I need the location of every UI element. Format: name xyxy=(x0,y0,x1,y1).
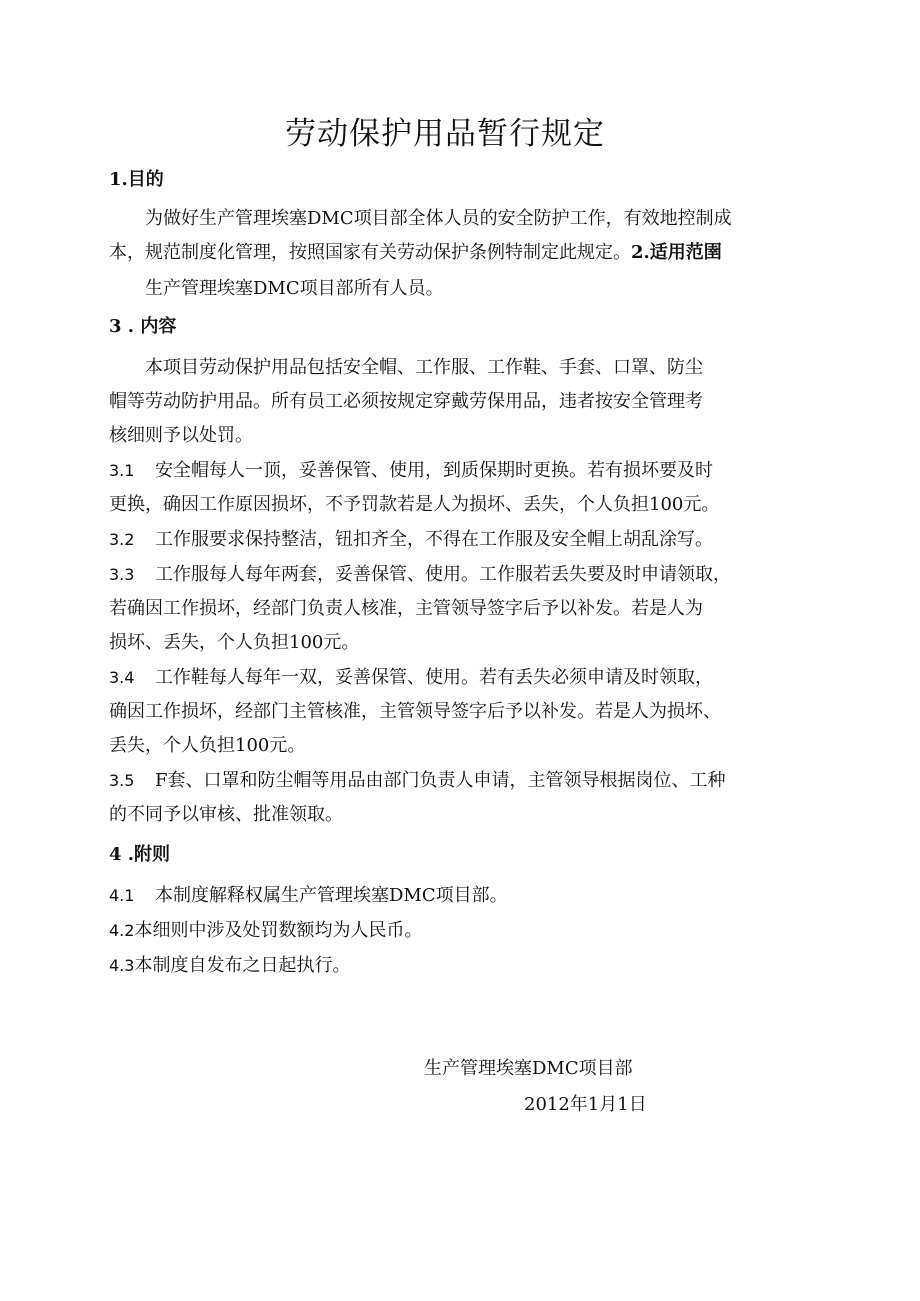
content-item-3-2 xyxy=(109,523,799,557)
item-line: 更换，确因工作原因损坏，不予罚款若是人为损坏、丢失，个人负担100元。 xyxy=(109,494,720,515)
item-number: 4.2 xyxy=(109,921,135,940)
item-text: 本制度自发布之日起执行。 xyxy=(134,955,351,976)
purpose-line xyxy=(109,236,799,270)
purpose-line-text: 本，规范制度化管理，按照国家有关劳动保护条例特制定此规定。 xyxy=(109,242,631,263)
appendix-item-4-1 xyxy=(109,879,799,913)
item-text: 工作服每人每年两套，妥善保管、使用。工作服若丢失要及时申请领取， xyxy=(155,564,731,585)
appendix-item-4-2 xyxy=(109,914,799,948)
item-line: 的不同予以审核、批准领取。 xyxy=(109,804,343,825)
item-line xyxy=(109,661,799,695)
item-line xyxy=(109,523,799,557)
content-intro-paragraph xyxy=(109,351,799,453)
item-text: 工作服要求保持整洁，钮扣齐全，不得在工作服及安全帽上胡乱涂写。 xyxy=(155,529,713,550)
item-number: 3.1 xyxy=(109,461,135,480)
section-heading-content: 3 . 内容 xyxy=(109,316,177,337)
item-line xyxy=(109,558,799,592)
appendix-item-4-3 xyxy=(109,949,799,983)
item-line xyxy=(109,914,799,948)
content-intro-line: 核细则予以处罚。 xyxy=(109,425,253,446)
scope-text: 生产管理埃塞DMC项目部所有人员。 xyxy=(145,278,444,299)
scope-paragraph xyxy=(109,272,799,306)
content-intro-line: 本项目劳动保护用品包括安全帽、工作服、工作鞋、手套、口罩、防尘 xyxy=(145,357,703,378)
signature-date: 2012年1月1日 xyxy=(524,1094,647,1115)
purpose-paragraph xyxy=(109,202,799,270)
item-text: 安全帽每人一顶，妥善保管、使用，到质保期时更换。若有损坏要及时 xyxy=(155,460,713,481)
item-line: 确因工作损坏，经部门主管核准，主管领导签字后予以补发。若是人为损坏、 xyxy=(109,701,721,722)
section-heading-purpose: 1.目的 xyxy=(109,169,164,190)
item-line xyxy=(109,879,799,913)
section-heading-scope: 2.适用范圉 xyxy=(631,242,722,263)
signature-organization: 生产管理埃塞DMC项目部 xyxy=(424,1058,633,1079)
item-text: 工作鞋每人每年一双，妥善保管、使用。若有丢失必须申请及时领取， xyxy=(155,667,713,688)
item-number: 3.3 xyxy=(109,565,135,584)
item-number: 3.2 xyxy=(109,530,135,549)
item-number: 3.5 xyxy=(109,771,135,790)
content-intro-line: 帽等劳动防护用品。所有员工必须按规定穿戴劳保用品，违者按安全管理考 xyxy=(109,391,703,412)
content-item-3-1 xyxy=(109,454,799,522)
item-line xyxy=(109,949,799,983)
item-number: 3.4 xyxy=(109,668,135,687)
content-item-3-3 xyxy=(109,558,799,660)
item-text: 本制度解释权属生产管理埃塞DMC项目部。 xyxy=(155,885,508,906)
document-title: 劳动保护用品暂行规定 xyxy=(285,116,605,152)
content-item-3-4 xyxy=(109,661,799,763)
section-heading-appendix: 4 .附则 xyxy=(109,844,171,865)
content-item-3-5 xyxy=(109,764,799,832)
item-line xyxy=(109,454,799,488)
item-text: F套、口罩和防尘帽等用品由部门负责人申请，主管领导根据岗位、工种 xyxy=(155,770,726,791)
purpose-line: 为做好生产管理埃塞DMC项目部全体人员的安全防护工作，有效地控制成 xyxy=(145,208,732,229)
item-number: 4.1 xyxy=(109,886,135,905)
item-line: 丢失，个人负担100元。 xyxy=(109,735,306,756)
item-line: 损坏、丢失，个人负担100元。 xyxy=(109,632,360,653)
item-text: 本细则中涉及处罚数额均为人民币。 xyxy=(134,920,423,941)
item-number: 4.3 xyxy=(109,956,135,975)
item-line xyxy=(109,764,799,798)
item-line: 若确因工作损坏，经部门负责人核准，主管领导签字后予以补发。若是人为 xyxy=(109,598,703,619)
